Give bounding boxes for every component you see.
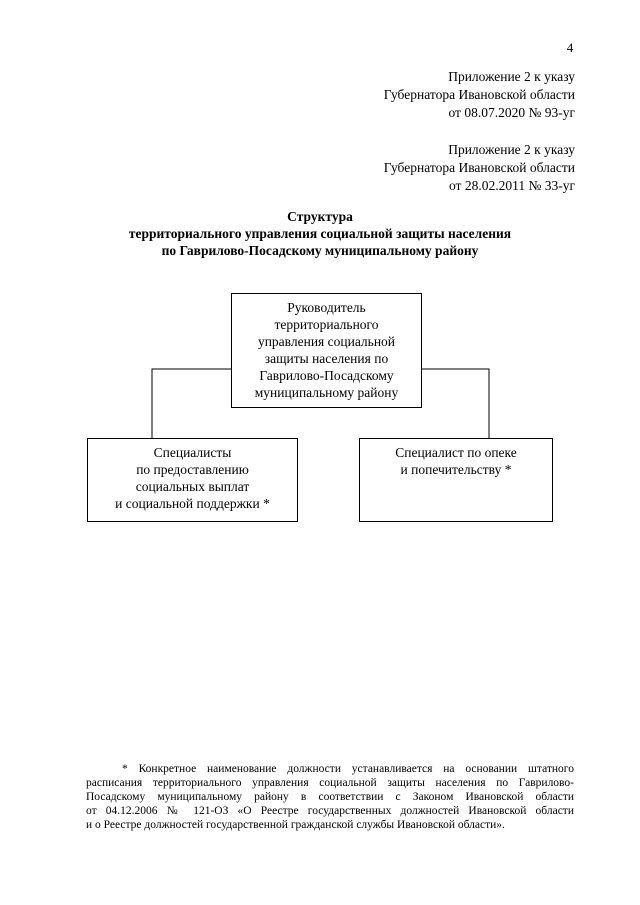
box-line: и социальной поддержки * bbox=[115, 496, 270, 511]
footnote-line: от 04.12.2006 № 121-ОЗ «О Реестре государственных должностей Ивановской области bbox=[86, 805, 574, 817]
title-line: Структура bbox=[287, 209, 353, 224]
title-line: территориального управления социальной защиты населения bbox=[128, 226, 512, 241]
appendix-line: от 28.02.2011 № 33-уг bbox=[448, 178, 575, 193]
connector-right bbox=[422, 369, 489, 438]
appendix-line: от 08.07.2020 № 93-уг bbox=[448, 105, 575, 120]
box-line: Специалист по опеке bbox=[395, 445, 517, 460]
footnote-line: * Конкретное наименование должности устанавливается на основании штатного bbox=[122, 763, 574, 775]
box-line: защиты населения по bbox=[264, 351, 389, 366]
footnote-line: Посадскому муниципальному району в соответствии с Законом Ивановской области bbox=[86, 791, 574, 803]
page-number: 4 bbox=[566, 40, 574, 55]
appendix-line: Губернатора Ивановской области bbox=[383, 87, 575, 102]
box-line: муниципальному району bbox=[254, 385, 399, 400]
guardianship-specialist-box bbox=[359, 438, 553, 522]
social-payments-specialists-box bbox=[87, 438, 298, 522]
appendix-line: Приложение 2 к указу bbox=[448, 142, 575, 157]
title-line: по Гаврилово-Посадскому муниципальному району bbox=[161, 243, 479, 258]
appendix-line: Приложение 2 к указу bbox=[448, 69, 575, 84]
box-line: территориального bbox=[274, 317, 379, 332]
box-line: и попечительству * bbox=[400, 462, 512, 477]
box-line: управления социальной bbox=[257, 334, 396, 349]
box-line: по предоставлению bbox=[136, 462, 249, 477]
footnote bbox=[86, 762, 574, 832]
appendix-line: Губернатора Ивановской области bbox=[383, 160, 575, 175]
box-line: Гаврилово-Посадскому bbox=[259, 368, 394, 383]
box-line: Руководитель bbox=[287, 300, 366, 315]
head-of-department-box bbox=[231, 293, 422, 408]
box-line: Специалисты bbox=[153, 445, 232, 460]
connector-left bbox=[152, 369, 231, 438]
box-line: социальных выплат bbox=[135, 479, 250, 494]
footnote-line: и о Реестре должностей государственной гражданской службы Ивановской области». bbox=[86, 819, 505, 831]
footnote-line: расписания территориального управления социальной защиты населения по Гаврилово- bbox=[86, 777, 574, 789]
